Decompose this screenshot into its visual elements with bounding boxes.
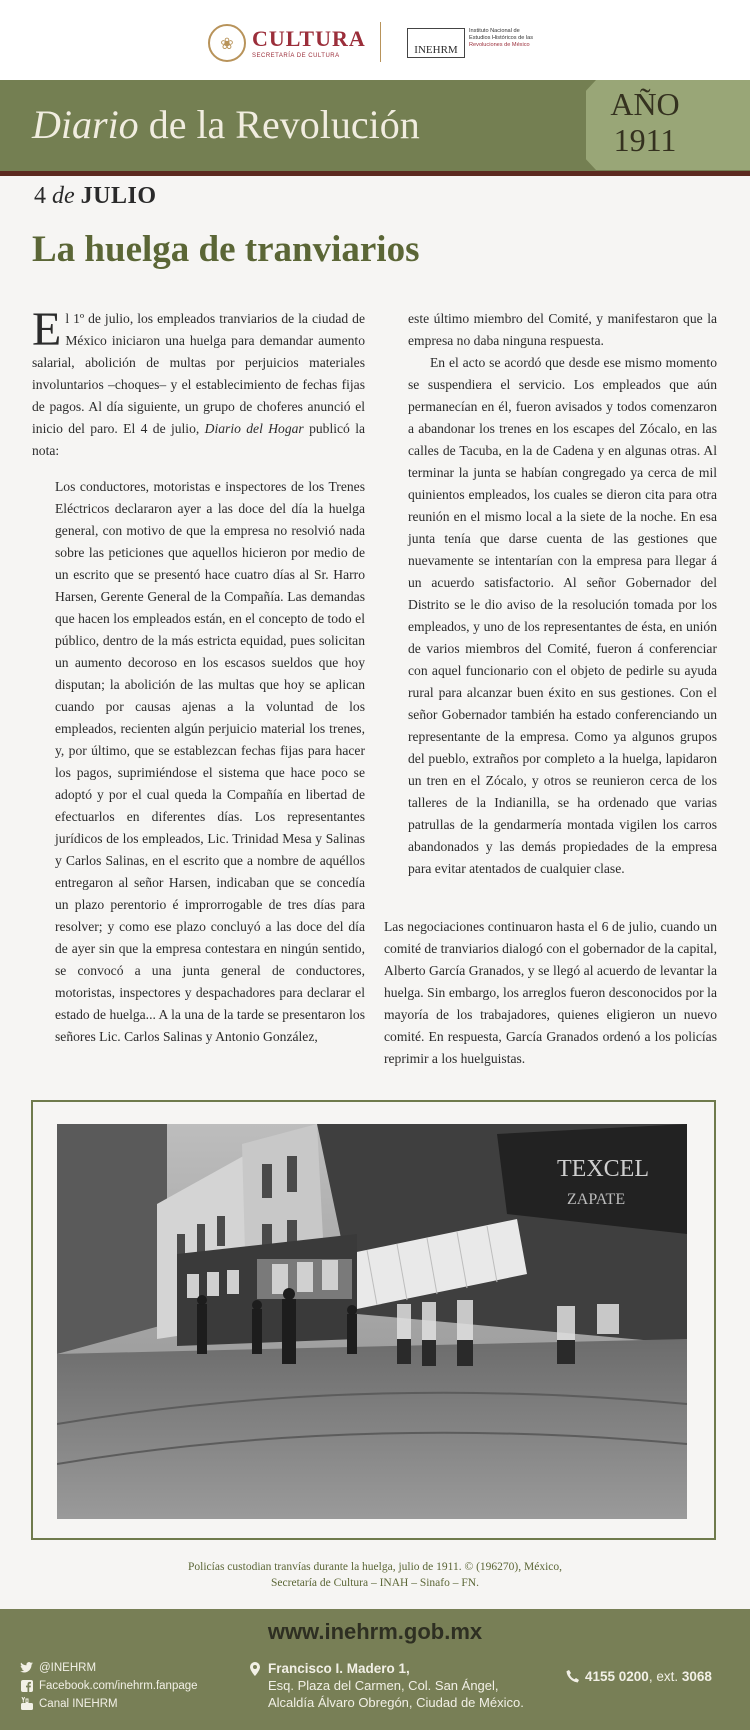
- youtube-link[interactable]: [20, 1697, 118, 1710]
- inehrm-building-icon: INEHRM: [407, 28, 465, 58]
- tram-street-image: [57, 1124, 687, 1519]
- date-de: de: [46, 183, 81, 209]
- address-block: [268, 1660, 524, 1711]
- banner-title-rest: de la Revolución: [138, 102, 420, 147]
- intro-text: l 1º de julio, los empleados tranviarios de la ciudad de México iniciaron una huelga para demandar aumento salarial, abolición de multas por perjuicios materiales involuntarios –choques– y el establecimiento de fechas fijas de pagos. Al día siguiente, un grupo de choferes anunció el inicio del paro. El 4 de julio,: [32, 311, 365, 436]
- quote-right-1: este último miembro del Comité, y manifestaron que la empresa no daba ninguna respuesta.: [408, 311, 717, 348]
- caption-line2: Secretaría de Cultura – INAH – Sinafo – FN.: [271, 1577, 479, 1589]
- inehrm-logo[interactable]: [407, 28, 533, 58]
- left-column: [32, 303, 366, 462]
- left-quote: [55, 476, 365, 1048]
- photo-caption: [0, 1559, 750, 1591]
- year-block: [586, 86, 704, 158]
- intro-end: publicó la nota:: [32, 421, 366, 458]
- date-month: JULIO: [80, 183, 157, 209]
- eagle-seal-icon: ❀: [208, 24, 246, 62]
- shop-sign-bottom: ZAPATE: [567, 1191, 626, 1208]
- phone-ext-label: , ext.: [648, 1669, 682, 1684]
- date-day: 4: [34, 183, 46, 209]
- drop-cap: E: [32, 303, 62, 356]
- address-street: Francisco I. Madero 1,: [268, 1661, 410, 1676]
- location-pin-icon: [249, 1662, 261, 1676]
- address-line3: Alcaldía Álvaro Obregón, Ciudad de México.: [268, 1695, 524, 1710]
- facebook-link[interactable]: [20, 1679, 198, 1692]
- inehrm-line2: Estudios Históricos de las: [469, 35, 534, 41]
- quote-right-2: En el acto se acordó que desde ese mismo momento se suspendiera el servicio. Los empleados que aún permanecían en él, fueron avisados y todos comenzaron a abandonar los trenes en los escapes del Zócalo, en las calles de Tacuba, en la de Cadena y en algunas otras. Al terminar la junta se habían congregado ya cerca de mil quinientos empleados, los cuales se dieron cita para otra reunión en el mismo local a la siete de la noche. En esa junta tenía que darse cuenta de las gestiones que nuevamente se intentarían con la empresa para llegar á un acuerdo satisfactorio. Al señor Gobernador del Distrito se le dio aviso de la resolución tomada por los empleados, y uno de los representantes de ésta, en unión de varios miembros del Comité, fueron á conferenciar con aquel funcionario con el objeto de pedirle su ayuda rural para alcanzar buen éxito en sus gestiones. Con el señor Gobernador también ha estado conferenciando un representante de la empresa. Como ya algunos grupos del pueblo, extraños por completo a la huelga, lapidaron un tren en el Zócalo, y otros se reunieron cerca de los talleres de la Indianilla, se ha ordenado que varias patrullas de la gendarmería montada vigilen los carros abandonados y las demás propiedades de la empresa para evitar atentados de cualquier clase.: [408, 355, 717, 876]
- right-quote: [408, 308, 717, 880]
- secretaria-label: SECRETARÍA DE CULTURA: [252, 52, 340, 59]
- phone-icon: [566, 1670, 579, 1683]
- article-date: [34, 183, 157, 210]
- banner-title: [32, 103, 420, 147]
- intro-paragraph: [32, 303, 366, 462]
- closing-paragraph: [384, 916, 717, 1070]
- closing-text: Las negociaciones continuaron hasta el 6 de julio, cuando un comité de tranviarios dialogó con el gobernador de la capital, Alberto García Granados, y se llegó al acuerdo de levantar la huelga. Sin embargo, los arreglos fueron desconocidos por la mayoría de los trabajadores, quienes eligieron un nuevo comité. En respuesta, García Granados ordenó a los policías reprimir a los huelguistas.: [384, 919, 717, 1066]
- phone-main: 4155 0200: [585, 1669, 649, 1684]
- cultura-wordmark: CULTURA: [252, 25, 366, 51]
- caption-line1: Policías custodian tranvías durante la huelga, julio de 1911. © (196270), México,: [188, 1561, 562, 1573]
- intro-source: Diario del Hogar: [204, 421, 304, 436]
- year-value: 1911: [613, 122, 677, 158]
- phone-ext: 3068: [681, 1669, 712, 1684]
- inehrm-line1: Instituto Nacional de: [469, 28, 520, 34]
- article-headline: La huelga de tranviarios: [32, 229, 420, 270]
- shop-sign-top: TEXCEL: [557, 1156, 649, 1182]
- inehrm-line3: Revoluciones de México: [469, 42, 530, 48]
- twitter-icon: [20, 1661, 33, 1674]
- banner-title-italic: Diario: [32, 102, 139, 147]
- banner-rule: [0, 171, 750, 176]
- cultura-logo[interactable]: [208, 24, 366, 62]
- year-label: AÑO: [610, 86, 680, 122]
- quote-left-text: Los conductores, motoristas e inspectores de los Trenes Eléctricos declararon ayer a las doce del día la huelga general, con motivo de que la empresa no resolvió nada sobre las peticiones que aquellos hicieron por medio de un escrito que se presentó hace cuatro días al Sr. Harro Harsen, Gerente General de la Compañía. Las demandas que hacen los empleados están, en el concepto de todo el público, dentro de la más estricta equidad, pues solicitan un aumento decoroso en los escasos sueldos que hoy disputan; la abolición de las multas que hoy se aplican cuando por causas ajenas a la voluntad de los empleados, recienten algún perjuicio material los trenes, y, por último, que se establezcan fechas fijas para hacer los pagos, suprimiéndose el sistema que hace poco se adoptó y por el cual queda la Compañía en libertad de efectuarlos en diferentes días. Los representantes jurídicos de los empleados, Lic. Trinidad Mesa y Salinas y Carlos Salinas, en el escrito que a nombre de aquéllos entregaron al señor Harsen, indicaban que se concedía un plazo perentorio é improrrogable de tres días para resolver; y como ese plazo concluyó a las doce del día de ayer sin que la empresa contestara en ningún sentido, se convocó a una junta general de conductores, motoristas, inspectores y despachadores para declarar el estado de huelga... A la una de la tarde se presentaron los señores Lic. Carlos Salinas y Antonio González,: [55, 479, 365, 1044]
- phone-number[interactable]: [566, 1669, 712, 1684]
- facebook-url: Facebook.com/inehrm.fanpage: [39, 1679, 198, 1692]
- twitter-handle: @INEHRM: [39, 1661, 97, 1674]
- historic-photo: [57, 1124, 687, 1519]
- logo-divider: [380, 22, 381, 62]
- address-line2: Esq. Plaza del Carmen, Col. San Ángel,: [268, 1678, 499, 1693]
- youtube-channel: Canal INEHRM: [39, 1697, 118, 1710]
- youtube-icon: [20, 1697, 33, 1710]
- website-link[interactable]: www.inehrm.gob.mx: [267, 1619, 483, 1644]
- header-bar: [0, 0, 750, 80]
- facebook-icon: [20, 1679, 33, 1692]
- twitter-link[interactable]: [20, 1661, 96, 1674]
